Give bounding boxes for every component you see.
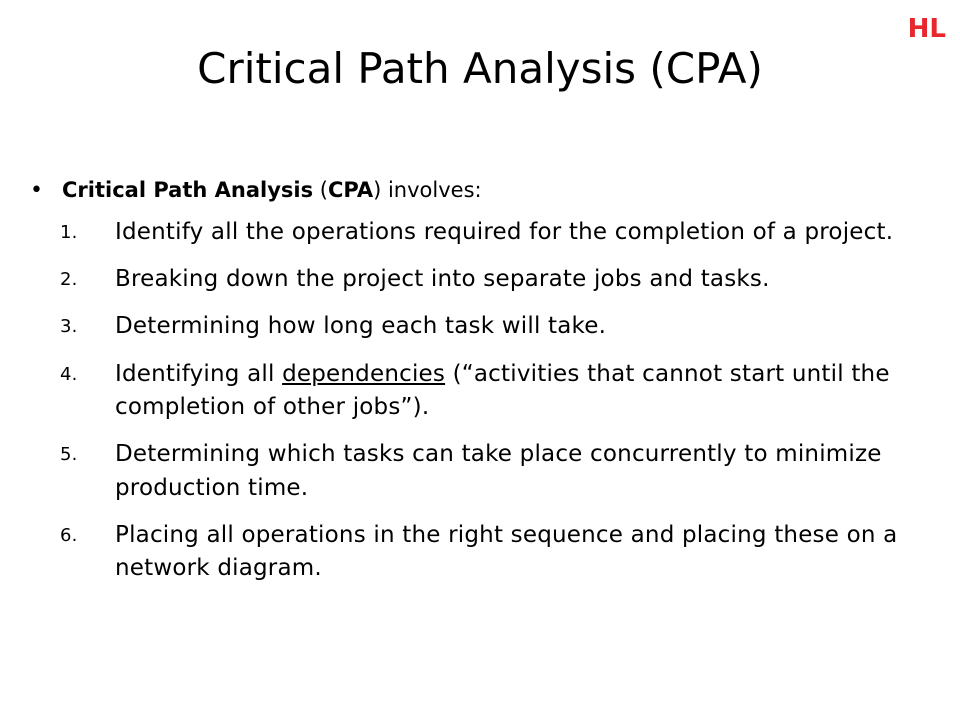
list-text: Determining which tasks can take place concurrently to minimize production time. (115, 441, 882, 501)
lead-text (62, 176, 482, 204)
list-text: Determining how long each task will take. (115, 313, 607, 340)
dependencies-term: dependencies (282, 360, 446, 387)
page-title: Critical Path Analysis (CPA) (197, 44, 763, 93)
bullet-icon: • (30, 178, 43, 203)
hl-badge: HL (907, 14, 946, 44)
list-text: Breaking down the project into separate jobs and tasks. (115, 266, 770, 293)
list-item (30, 358, 955, 425)
list-number: 4. (60, 363, 78, 385)
list-text: Identify all the operations required for the completion of a project. (115, 218, 894, 245)
lead-bullet (30, 176, 955, 206)
list-number: 6. (60, 525, 78, 547)
list-item (30, 263, 955, 296)
list-text: Placing all operations in the right sequence and placing these on a network diagram. (115, 522, 898, 582)
list-number: 2. (60, 269, 78, 291)
list-text-pre: Identifying all (115, 360, 283, 387)
lead-bold-term: Critical Path Analysis (62, 178, 314, 202)
steps-list (30, 216, 955, 586)
lead-open-paren: ( (313, 178, 328, 202)
list-number: 1. (60, 221, 78, 243)
list-item (30, 519, 955, 586)
list-number: 3. (60, 316, 78, 338)
lead-suffix: ) involves: (373, 178, 482, 202)
list-item (30, 438, 955, 505)
slide-content (30, 176, 955, 600)
list-item (30, 216, 955, 249)
lead-bold-acronym: CPA (327, 178, 374, 202)
list-text-post: (“activities that cannot start until the completion of other jobs”). (115, 360, 890, 421)
list-number: 5. (60, 444, 78, 466)
list-item (30, 310, 955, 343)
list-text (115, 358, 955, 425)
